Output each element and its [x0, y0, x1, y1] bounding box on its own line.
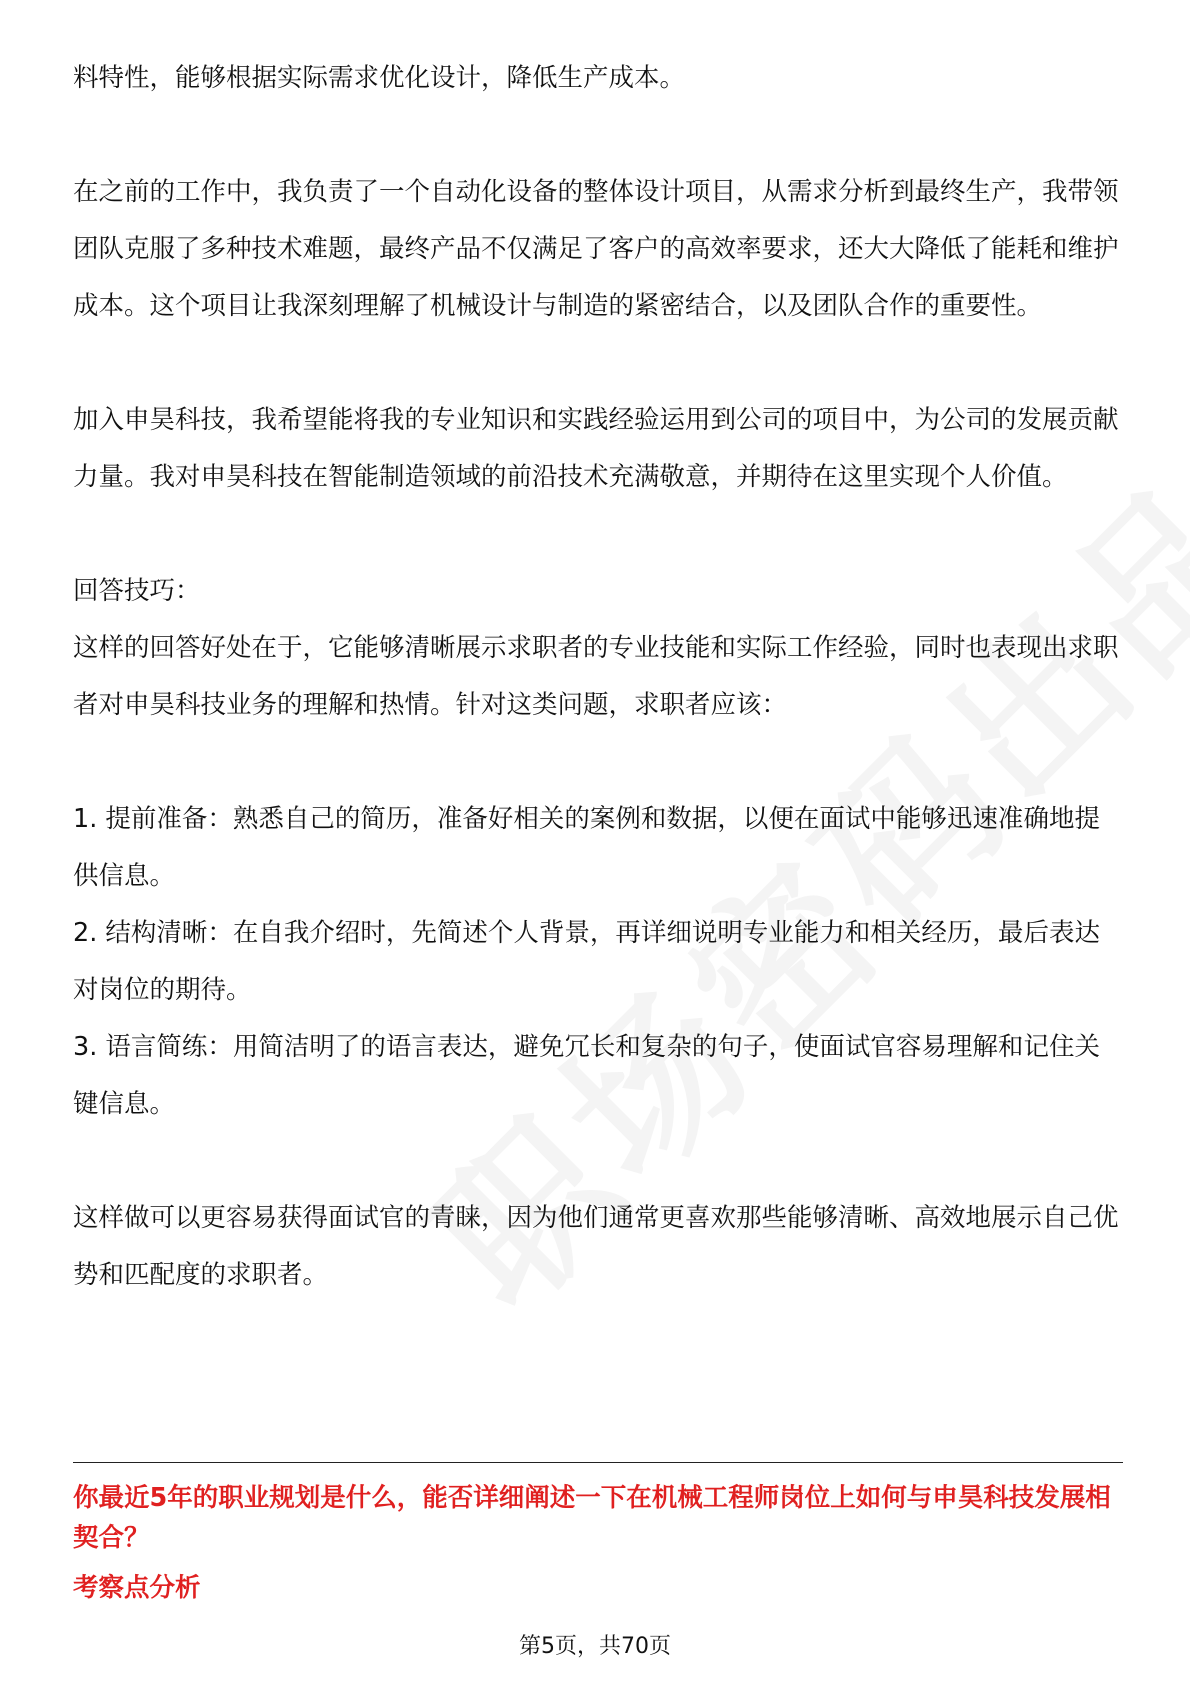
paragraph-continuation: 料特性，能够根据实际需求优化设计，降低生产成本。 — [73, 63, 686, 93]
page-footer: 第5页，共70页 — [519, 1634, 671, 1659]
analysis-heading: 考察点分析 — [73, 1573, 201, 1603]
tip-item-1: 1. 提前准备：熟悉自己的简历，准备好相关的案例和数据，以便在面试中能够迅速准确地提供信息。 — [73, 804, 1100, 891]
answer-tips-heading: 回答技巧： — [73, 576, 201, 606]
tip-item-3: 3. 语言简练：用简洁明了的语言表达，避免冗长和复杂的句子，使面试官容易理解和记住关键信息。 — [73, 1032, 1100, 1119]
paragraph-project-experience: 在之前的工作中，我负责了一个自动化设备的整体设计项目，从需求分析到最终生产，我带领团队克服了多种技术难题，最终产品不仅满足了客户的高效率要求，还大大降低了能耗和维护成本。这个项目让我深刻理解了机械设计与制造的紧密结合，以及团队合作的重要性。 — [73, 177, 1119, 321]
tip-item-2: 2. 结构清晰：在自我介绍时，先简述个人背景，再详细说明专业能力和相关经历，最后表达对岗位的期待。 — [73, 918, 1100, 1005]
interview-question: 你最近5年的职业规划是什么，能否详细阐述一下在机械工程师岗位上如何与申昊科技发展相契合？ — [73, 1483, 1111, 1553]
body-content — [73, 50, 1123, 1304]
paragraph-conclusion: 这样做可以更容易获得面试官的青睐，因为他们通常更喜欢那些能够清晰、高效地展示自己优势和匹配度的求职者。 — [73, 1203, 1119, 1290]
section-divider — [73, 1462, 1123, 1463]
paragraph-motivation: 加入申昊科技，我希望能将我的专业知识和实践经验运用到公司的项目中，为公司的发展贡献力量。我对申昊科技在智能制造领域的前沿技术充满敬意，并期待在这里实现个人价值。 — [73, 405, 1119, 492]
paragraph-tips-intro: 这样的回答好处在于，它能够清晰展示求职者的专业技能和实际工作经验，同时也表现出求职者对申昊科技业务的理解和热情。针对这类问题，求职者应该： — [73, 633, 1119, 720]
